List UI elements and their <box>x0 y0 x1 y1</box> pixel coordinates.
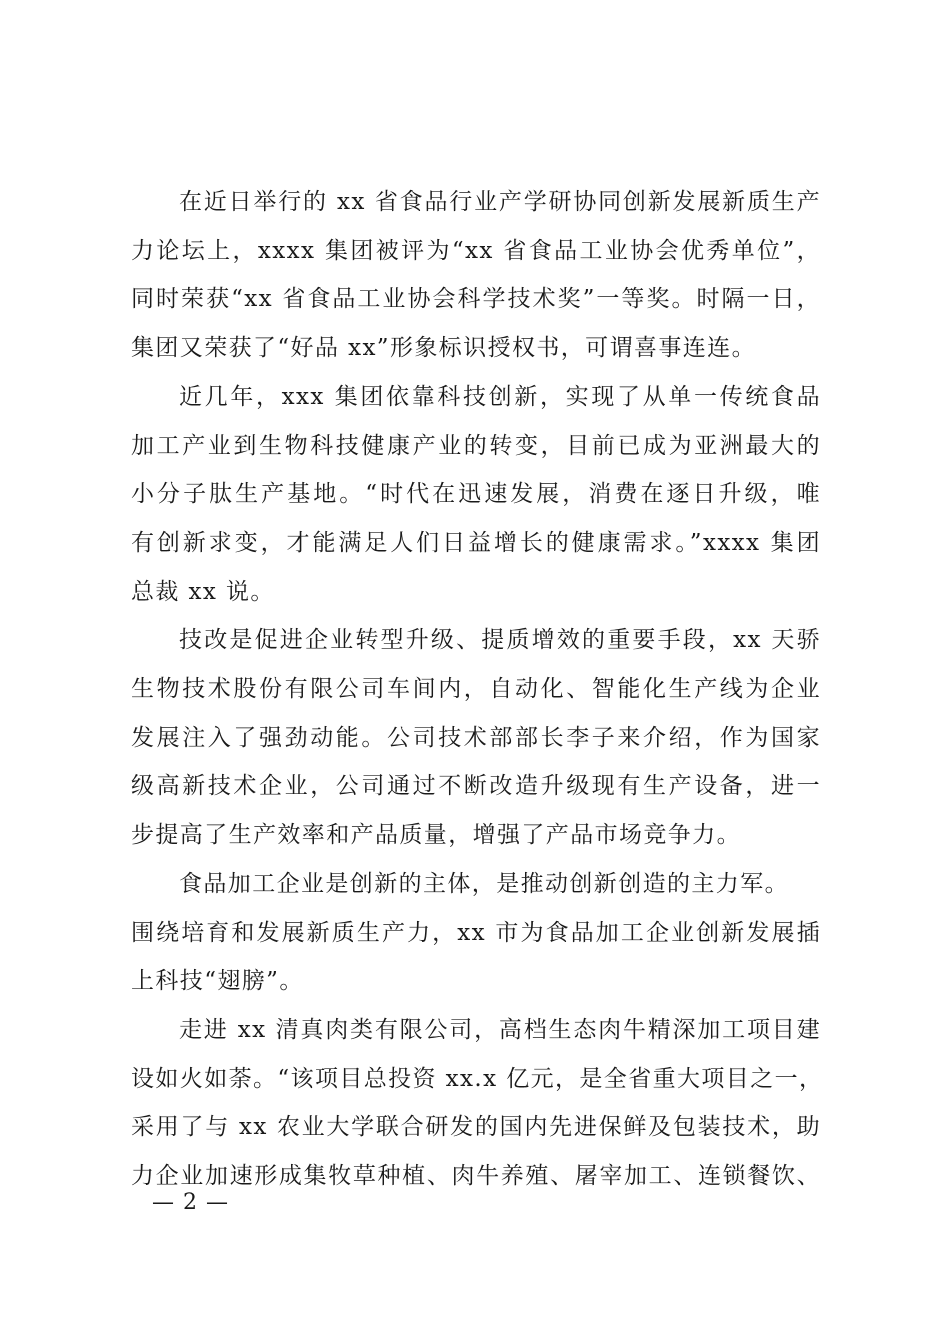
text-line: 食品加工企业是创新的主体，是推动创新创造的主力军。 <box>179 870 789 897</box>
text-line: 上科技“翅膀”。 <box>131 968 304 995</box>
text-line: 有创新求变，才能满足人们日益增长的健康需求。”xxxx 集团 <box>131 529 821 556</box>
text-line: 总裁 xx 说。 <box>131 578 275 605</box>
paragraph-1 <box>131 178 821 373</box>
text-line: 设如火如荼。“该项目总投资 xx.x 亿元，是全省重大项目之一， <box>131 1065 824 1092</box>
text-line: 加工产业到生物科技健康产业的转变，目前已成为亚洲最大的 <box>131 432 821 459</box>
body-text <box>131 178 824 1201</box>
text-line: 在近日举行的 xx 省食品行业产学研协同创新发展新质生产 <box>179 189 821 215</box>
text-line: 集团又荣获了“好品 xx”形象标识授权书，可谓喜事连连。 <box>131 335 756 362</box>
text-line: 围绕培育和发展新质生产力，xx 市为食品加工企业创新发展插 <box>131 919 821 946</box>
text-line: 近几年，xxx 集团依靠科技创新，实现了从单一传统食品 <box>179 383 821 410</box>
page-number: — 2 — <box>152 1190 229 1215</box>
text-line: 级高新技术企业，公司通过不断改造升级现有生产设备，进一 <box>131 773 821 800</box>
paragraph-5 <box>131 1006 824 1201</box>
text-line: 小分子肽生产基地。“时代在迅速发展，消费在逐日升级，唯 <box>131 481 821 508</box>
text-line: 走进 xx 清真肉类有限公司，高档生态肉牛精深加工项目建 <box>179 1016 821 1043</box>
paragraph-2 <box>131 373 821 617</box>
text-line: 力论坛上，xxxx 集团被评为“xx 省食品工业协会优秀单位”， <box>131 237 821 264</box>
text-line: 发展注入了强劲动能。公司技术部部长李子来介绍，作为国家 <box>131 724 821 751</box>
text-line: 同时荣获“xx 省食品工业协会科学技术奖”一等奖。时隔一日， <box>131 286 821 313</box>
text-line: 采用了与 xx 农业大学联合研发的国内先进保鲜及包装技术，助 <box>131 1114 821 1141</box>
text-line: 力企业加速形成集牧草种植、肉牛养殖、屠宰加工、连锁餐饮、 <box>131 1163 821 1190</box>
paragraph-3 <box>131 616 821 860</box>
text-line: 技改是促进企业转型升级、提质增效的重要手段，xx 天骄 <box>179 627 821 654</box>
paragraph-4 <box>131 860 821 1006</box>
text-line: 生物技术股份有限公司车间内，自动化、智能化生产线为企业 <box>131 676 821 703</box>
text-line: 步提高了生产效率和产品质量，增强了产品市场竞争力。 <box>131 822 741 849</box>
